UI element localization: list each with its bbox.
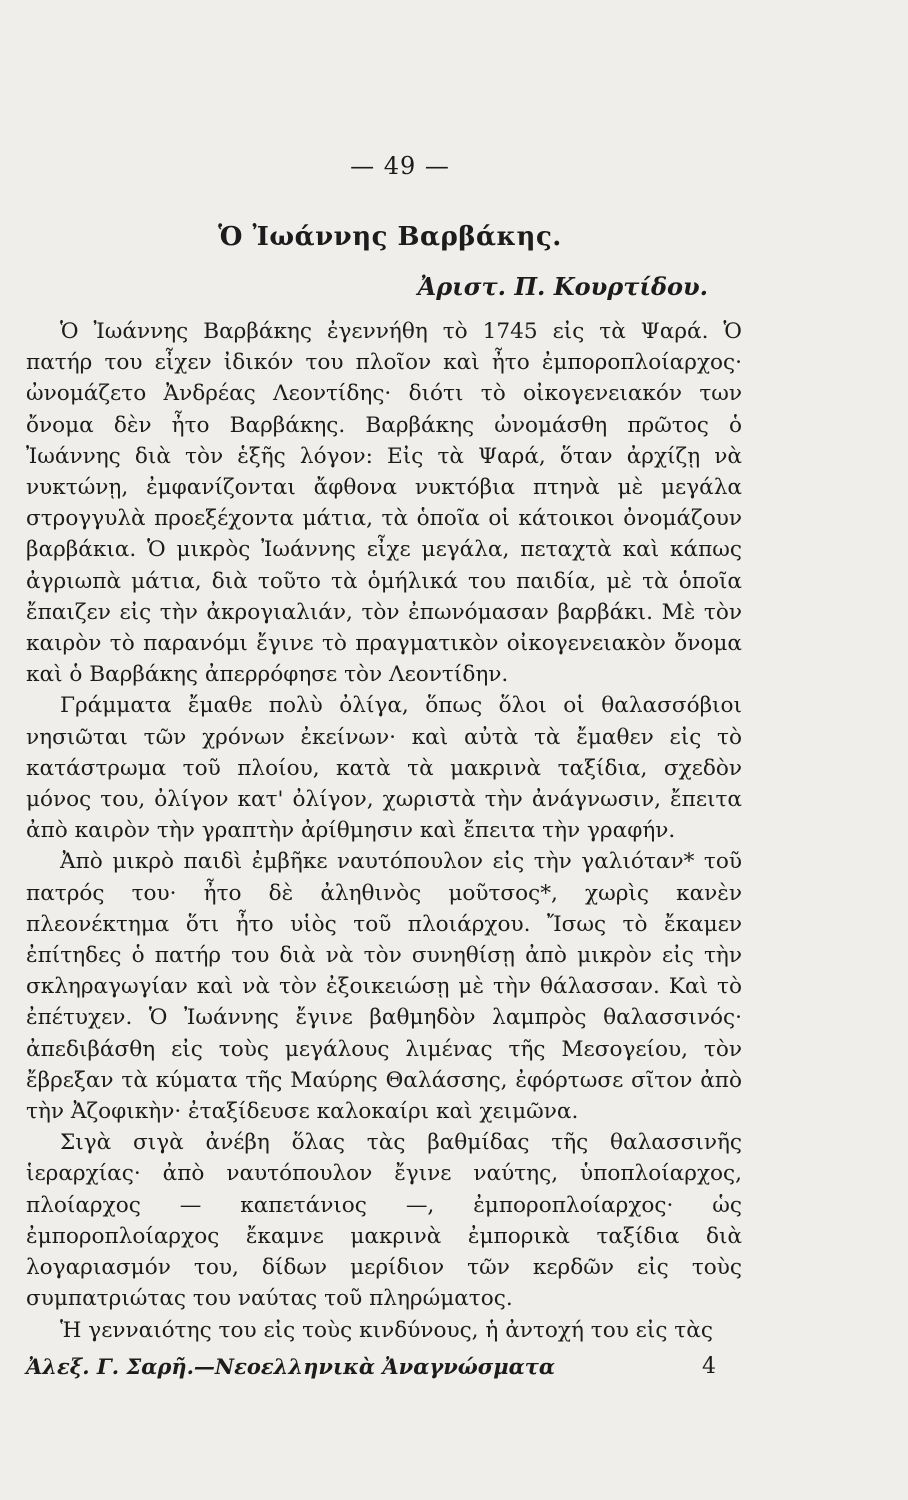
chapter-title: Ὁ Ἰωάννης Βαρβάκης. <box>218 222 562 252</box>
paragraph: Γράμματα ἔμαθε πολὺ ὀλίγα, ὅπως ὅλοι οἱ θαλασσόβιοι νησιῶται τῶν χρόνων ἐκείνων· καὶ αὐτὰ τὰ ἔμαθεν εἰς τὸ κατάστρωμα τοῦ πλοίου, κατὰ τὰ μακρινὰ ταξίδια, σχεδὸν μόνος του, ὀλίγον κατ' ὀλίγον, χωριστὰ τὴν ἀνάγνωσιν, ἔπειτα ἀπὸ καιρὸν τὴν γραπτὴν ἀρίθμησιν καὶ ἔπειτα τὴν γραφήν. <box>26 693 742 844</box>
body-text <box>26 316 742 1346</box>
paragraph: Ὁ Ἰωάννης Βαρβάκης ἐγεννήθη τὸ 1745 εἰς τὰ Ψαρά. Ὁ πατήρ του εἶχεν ἰδικόν του πλοῖον καὶ ἦτο ἐμποροπλοίαρχος· ὠνομάζετο Ἀνδρέας Λεοντίδης· διότι τὸ οἰκογενειακόν των ὄνομα δὲν ἦτο Βαρβάκης. Βαρβάκης ὠνομάσθη πρῶτος ὁ Ἰωάννης διὰ τὸν ἑξῆς λόγον: Εἰς τὰ Ψαρά, ὅταν ἀρχίζῃ νὰ νυκτώνῃ, ἐμφανίζονται ἄφθονα νυκτόβια πτηνὰ μὲ μεγάλα στρογγυλὰ προεξέχοντα μάτια, τὰ ὁποῖα οἱ κάτοικοι ὀνομάζουν βαρβάκια. Ὁ μικρὸς Ἰωάννης εἶχε μεγάλα, πεταχτὰ καὶ κάπως ἀγριωπὰ μάτια, διὰ τοῦτο τὰ ὁμήλικά του παιδία, μὲ τὰ ὁποῖα ἔπαιζεν εἰς τὴν ἀκρογιαλιάν, τὸν ἐπωνόμασαν βαρβάκι. Μὲ τὸν καιρὸν τὸ παρανόμι ἔγινε τὸ πραγματικὸν οἰκογενειακὸν ὄνομα καὶ ὁ Βαρβάκης ἀπερρόφησε τὸν Λεοντίδην. <box>26 319 742 688</box>
signature-mark: 4 <box>702 1354 716 1379</box>
footer-book-title: Ἀλεξ. Γ. Σαρῆ.—Νεοελληνικὰ Ἀναγνώσματα <box>26 1354 556 1379</box>
page-number: — 49 — <box>350 152 450 180</box>
chapter-author: Ἀριστ. Π. Κουρτίδου. <box>417 272 708 301</box>
page-footer <box>26 1354 716 1379</box>
paragraph: Σιγὰ σιγὰ ἀνέβη ὅλας τὰς βαθμίδας τῆς θαλασσινῆς ἱεραρχίας· ἀπὸ ναυτόπουλον ἔγινε ναύτης, ὑποπλοίαρχος, πλοίαρχος — καπετάνιος —, ἐμποροπλοίαρχος· ὡς ἐμποροπλοίαρχος ἔκαμνε μακρινὰ ἐμπορικὰ ταξίδια διὰ λογαριασμόν του, δίδων μερίδιον τῶν κερδῶν εἰς τοὺς συμπατριώτας του ναύτας τοῦ πληρώματος. <box>26 1130 742 1312</box>
paragraph: Ἡ γενναιότης του εἰς τοὺς κινδύνους, ἡ ἀντοχή του εἰς τὰς <box>60 1317 713 1343</box>
paragraph: Ἀπὸ μικρὸ παιδὶ ἐμβῆκε ναυτόπουλον εἰς τὴν γαλιόταν* τοῦ πατρός του· ἦτο δὲ ἀληθινὸς μοῦτσος*, χωρὶς κανὲν πλεονέκτημα ὅτι ἦτο υἱὸς τοῦ πλοιάρχου. Ἴσως τὸ ἔκαμεν ἐπίτηδες ὁ πατήρ του διὰ νὰ τὸν συνηθίσῃ ἀπὸ μικρὸν εἰς τὴν σκληραγωγίαν καὶ νὰ τὸν ἐξοικειώσῃ μὲ τὴν θάλασσαν. Καὶ τὸ ἐπέτυχεν. Ὁ Ἰωάννης ἔγινε βαθμηδὸν λαμπρὸς θαλασσινός· ἀπεδιβάσθη εἰς τοὺς μεγάλους λιμένας τῆς Μεσογείου, τὸν ἔβρεξαν τὰ κύματα τῆς Μαύρης Θαλάσσης, ἐφόρτωσε σῖτον ἀπὸ τὴν Ἀζοφικὴν· ἐταξίδευσε καλοκαίρι καὶ χειμῶνα. <box>26 849 742 1125</box>
